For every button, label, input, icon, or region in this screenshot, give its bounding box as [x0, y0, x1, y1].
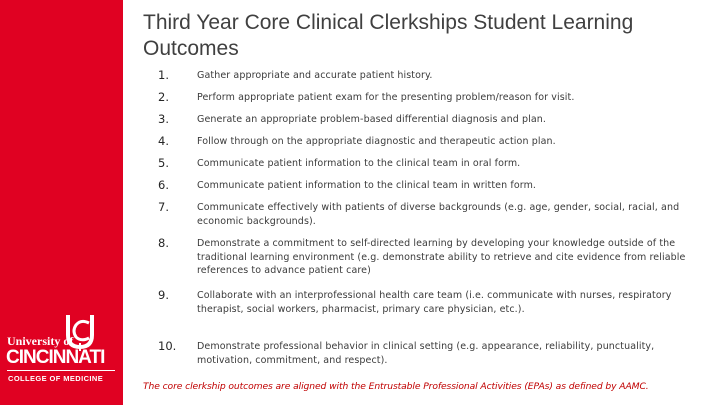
- outcome-number: 8.: [158, 236, 169, 250]
- outcome-text: Follow through on the appropriate diagnostic and therapeutic action plan.: [197, 136, 556, 147]
- logo-cincinnati-text: CINCINNATI: [6, 347, 105, 368]
- outcome-number: 7.: [158, 200, 169, 214]
- outcome-item: [158, 179, 708, 193]
- logo-university-text: University of: [7, 334, 74, 348]
- outcome-item: [158, 113, 708, 127]
- logo-college-text: COLLEGE OF MEDICINE: [8, 374, 104, 383]
- outcome-text: Communicate patient information to the clinical team in written form.: [197, 180, 537, 191]
- footnote: The core clerkship outcomes are aligned with the Entrustable Professional Activities (EPAs) as defined by AAMC.: [143, 381, 649, 392]
- outcome-text: Perform appropriate patient exam for the presenting problem/reason for visit.: [197, 92, 575, 103]
- outcome-number: 2.: [158, 90, 169, 104]
- outcome-item: [158, 237, 708, 278]
- outcome-number: 1.: [158, 68, 169, 82]
- outcome-number: 5.: [158, 156, 169, 170]
- logo-divider: [7, 370, 115, 371]
- outcome-item: [158, 289, 708, 316]
- slide-title: Third Year Core Clinical Clerkships Student Learning Outcomes: [143, 11, 634, 60]
- outcome-number: 10.: [158, 339, 177, 353]
- outcome-text: Demonstrate a commitment to self-directed learning by developing your knowledge outside of the traditional learning environment (e.g. demonstrate ability to retrieve and cite evidence from reliable references to advance patient care): [197, 238, 686, 276]
- outcome-number: 6.: [158, 178, 169, 192]
- outcome-item: [158, 69, 708, 83]
- outcome-number: 4.: [158, 134, 169, 148]
- brand-sidebar: [0, 0, 123, 405]
- outcome-item: [158, 157, 708, 171]
- outcome-text: Communicate effectively with patients of diverse backgrounds (e.g. age, gender, social, racial, and economic backgrounds).: [197, 202, 680, 227]
- outcome-item: [158, 135, 708, 149]
- outcome-text: Generate an appropriate problem-based differential diagnosis and plan.: [197, 114, 547, 125]
- outcome-number: 9.: [158, 288, 169, 302]
- outcome-number: 3.: [158, 112, 169, 126]
- outcome-text: Gather appropriate and accurate patient history.: [197, 70, 433, 81]
- outcome-item: [158, 201, 708, 228]
- outcome-text: Communicate patient information to the clinical team in oral form.: [197, 158, 521, 169]
- outcome-text: Collaborate with an interprofessional health care team (i.e. communicate with nurses, respiratory therapist, social workers, pharmacist, primary care physician, etc.).: [197, 290, 672, 315]
- outcome-text: Demonstrate professional behavior in clinical setting (e.g. appearance, reliability, punctuality, motivation, commitment, and respect).: [197, 341, 655, 366]
- outcome-item: [158, 340, 708, 367]
- outcome-item: [158, 91, 708, 105]
